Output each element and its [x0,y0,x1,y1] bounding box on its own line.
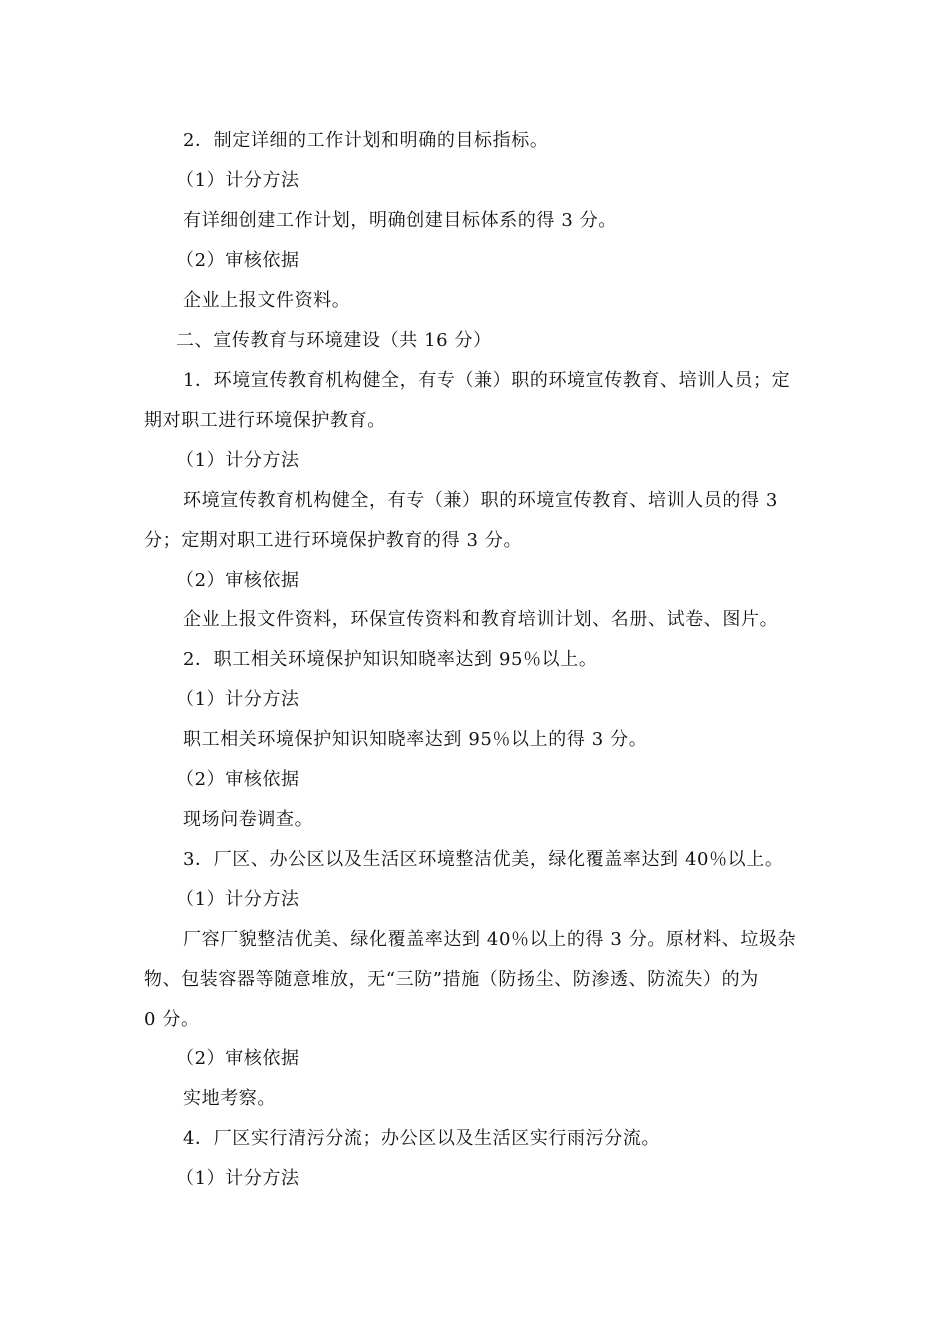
sub-heading-audit-basis: （2）审核依据 [176,769,300,790]
body-text: 企业上报文件资料。 [183,290,351,311]
sub-heading-scoring-method: （1）计分方法 [176,689,300,710]
numbered-item-heading: 2．职工相关环境保护知识知晓率达到 95％以上。 [183,649,598,670]
numbered-item-heading: 4．厂区实行清污分流；办公区以及生活区实行雨污分流。 [183,1128,661,1149]
numbered-item-heading: 1．环境宣传教育机构健全，有专（兼）职的环境宣传教育、培训人员；定 [183,370,791,391]
body-text: 职工相关环境保护知识知晓率达到 95％以上的得 3 分。 [183,729,648,750]
sub-heading-scoring-method: （1）计分方法 [176,170,300,191]
sub-heading-audit-basis: （2）审核依据 [176,250,300,271]
body-text: 环境宣传教育机构健全，有专（兼）职的环境宣传教育、培训人员的得 3 [183,490,778,511]
section-heading: 二、宣传教育与环境建设（共 16 分） [176,330,492,351]
body-text-continuation: 物、包装容器等随意堆放，无“三防”措施（防扬尘、防渗透、防流失）的为 [144,969,759,990]
body-text-continuation: 0 分。 [144,1009,200,1030]
body-text: 企业上报文件资料，环保宣传资料和教育培训计划、名册、试卷、图片。 [183,609,779,630]
numbered-item-heading: 2．制定详细的工作计划和明确的目标指标。 [183,130,549,151]
body-text: 有详细创建工作计划，明确创建目标体系的得 3 分。 [183,210,617,231]
numbered-item-heading: 3．厂区、办公区以及生活区环境整洁优美，绿化覆盖率达到 40％以上。 [183,849,784,870]
sub-heading-scoring-method: （1）计分方法 [176,450,300,471]
body-text: 实地考察。 [183,1088,276,1109]
numbered-item-heading-continuation: 期对职工进行环境保护教育。 [144,410,386,431]
body-text: 厂容厂貌整洁优美、绿化覆盖率达到 40％以上的得 3 分。原材料、垃圾杂 [183,929,797,950]
sub-heading-scoring-method: （1）计分方法 [176,1168,300,1189]
sub-heading-audit-basis: （2）审核依据 [176,1048,300,1069]
sub-heading-audit-basis: （2）审核依据 [176,570,300,591]
body-text: 现场问卷调查。 [183,809,314,830]
body-text-continuation: 分；定期对职工进行环境保护教育的得 3 分。 [144,530,523,551]
sub-heading-scoring-method: （1）计分方法 [176,889,300,910]
